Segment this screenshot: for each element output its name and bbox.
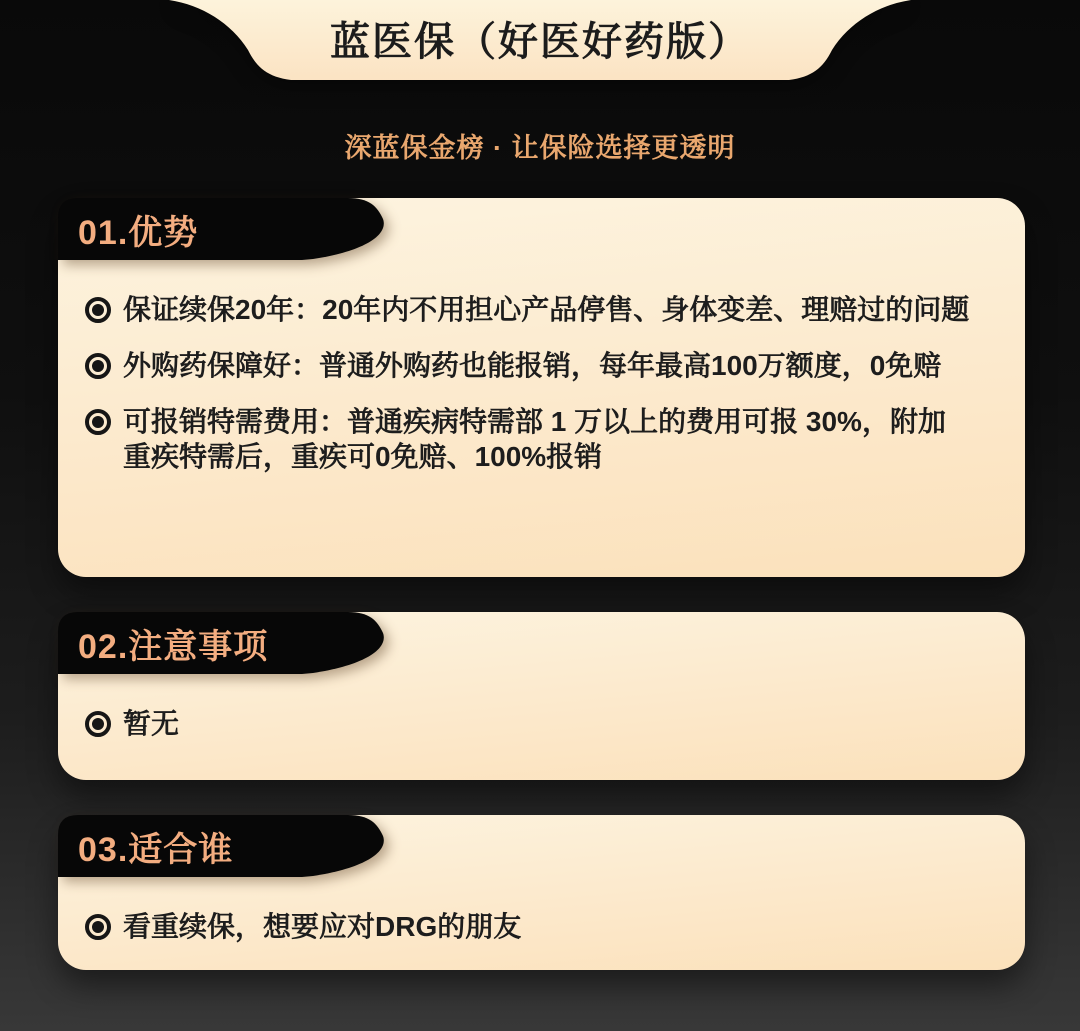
section-label-advantages: 01.优势: [78, 213, 199, 252]
bullet-text: 可报销特需费用：普通疾病特需部 1 万以上的费用可报 30%，附加重疾特需后，重疾可0免赔、100%报销: [123, 406, 946, 472]
list-item: [85, 348, 973, 383]
section-card-notes: [58, 612, 1025, 780]
bullet-text: 保证续保20年：20年内不用担心产品停售、身体变差、理赔过的问题: [123, 294, 970, 325]
section-label-audience: 03.适合谁: [78, 830, 234, 869]
fisheye-bullet-icon: [85, 409, 111, 435]
fisheye-bullet-icon: [85, 711, 111, 737]
section-label-notes: 02.注意事项: [78, 627, 269, 666]
audience-list: [58, 815, 1025, 965]
notes-list: [58, 612, 1025, 762]
section-card-audience: [58, 815, 1025, 970]
fisheye-bullet-icon: [85, 297, 111, 323]
product-title: 蓝医保（好医好药版）: [330, 19, 750, 64]
list-item: [85, 404, 973, 474]
tagline: 深蓝保金榜 · 让保险选择更透明: [344, 133, 736, 163]
list-item: [85, 292, 973, 327]
fisheye-bullet-icon: [85, 914, 111, 940]
bullet-text: 外购药保障好：普通外购药也能报销，每年最高100万额度，0免赔: [123, 350, 942, 381]
advantages-list: [58, 198, 1025, 495]
section-card-advantages: [58, 198, 1025, 577]
list-item: [85, 706, 973, 741]
list-item: [85, 909, 973, 944]
bullet-text: 暂无: [123, 708, 180, 739]
bullet-text: 看重续保，想要应对DRG的朋友: [123, 911, 522, 942]
fisheye-bullet-icon: [85, 353, 111, 379]
